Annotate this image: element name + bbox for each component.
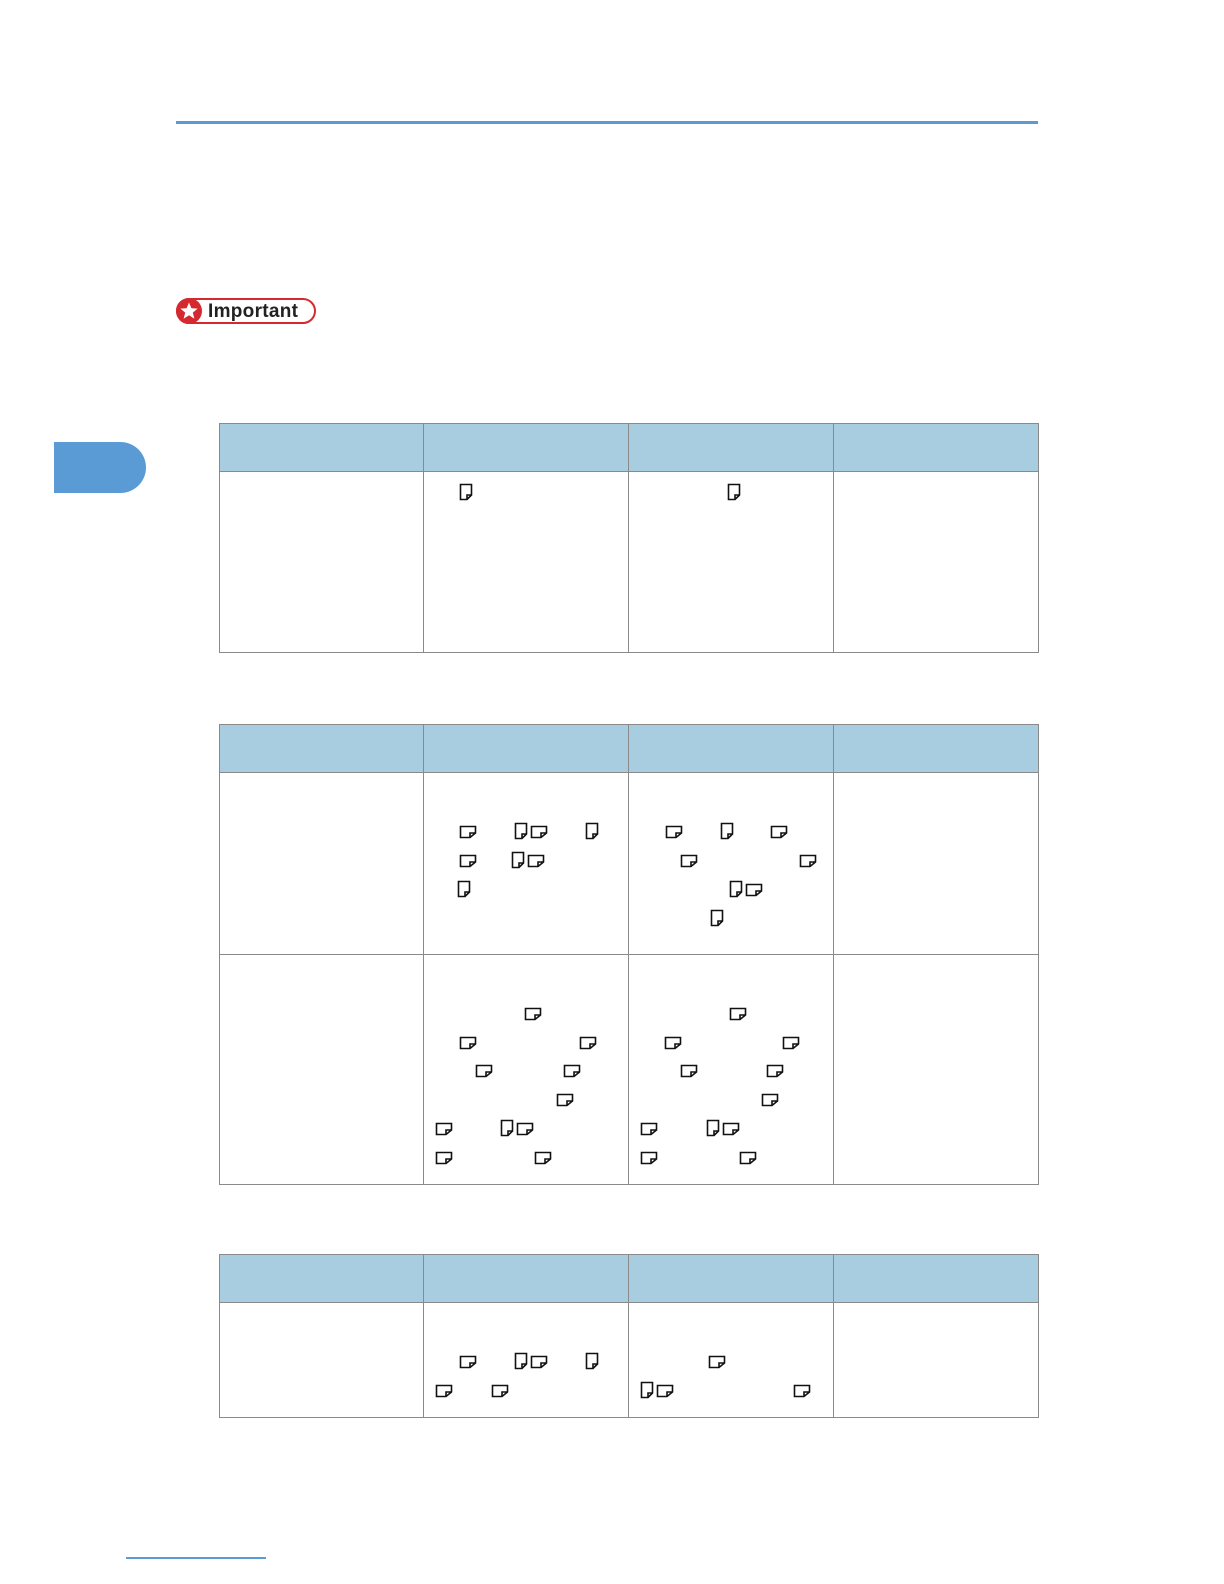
header-cell [424, 424, 629, 472]
table-cell [629, 955, 834, 1185]
landscape-paper-icon [766, 1064, 782, 1080]
portrait-paper-icon [585, 1352, 601, 1368]
landscape-paper-icon [799, 854, 815, 870]
landscape-paper-icon [530, 1355, 546, 1371]
landscape-paper-icon [527, 854, 543, 870]
landscape-paper-icon [459, 1036, 475, 1052]
header-cell [629, 725, 834, 773]
landscape-paper-icon [729, 1007, 745, 1023]
portrait-paper-icon [511, 851, 527, 867]
landscape-paper-icon [793, 1384, 809, 1400]
landscape-paper-icon [459, 1355, 475, 1371]
landscape-paper-icon [782, 1036, 798, 1052]
portrait-paper-icon [457, 880, 473, 896]
landscape-paper-icon [745, 883, 761, 899]
table-cell [220, 1303, 424, 1418]
portrait-paper-icon [459, 483, 475, 499]
portrait-paper-icon [727, 483, 743, 499]
table-header-row [220, 725, 1039, 773]
table-row [220, 773, 1039, 955]
portrait-paper-icon [720, 822, 736, 838]
portrait-paper-icon [706, 1119, 722, 1135]
landscape-paper-icon [516, 1122, 532, 1138]
table-row [220, 1303, 1039, 1418]
landscape-paper-icon [435, 1151, 451, 1167]
landscape-paper-icon [708, 1355, 724, 1371]
table-cell [220, 955, 424, 1185]
header-cell [834, 1255, 1039, 1303]
header-cell [220, 424, 424, 472]
important-label: Important [208, 301, 299, 322]
landscape-paper-icon [579, 1036, 595, 1052]
paper-table-1 [219, 423, 1039, 653]
portrait-paper-icon [585, 822, 601, 838]
header-rule [176, 121, 1038, 124]
landscape-paper-icon [491, 1384, 507, 1400]
table-cell [629, 1303, 834, 1418]
landscape-paper-icon [534, 1151, 550, 1167]
portrait-paper-icon [710, 909, 726, 925]
landscape-paper-icon [640, 1151, 656, 1167]
header-cell [834, 725, 1039, 773]
portrait-paper-icon [640, 1381, 656, 1397]
footer-rule [126, 1557, 266, 1559]
landscape-paper-icon [530, 825, 546, 841]
landscape-paper-icon [556, 1093, 572, 1109]
landscape-paper-icon [761, 1093, 777, 1109]
table-header-row [220, 424, 1039, 472]
landscape-paper-icon [563, 1064, 579, 1080]
chapter-tab [54, 442, 146, 493]
table-row [220, 472, 1039, 653]
landscape-paper-icon [722, 1122, 738, 1138]
portrait-paper-icon [514, 822, 530, 838]
landscape-paper-icon [739, 1151, 755, 1167]
header-cell [629, 1255, 834, 1303]
header-cell [834, 424, 1039, 472]
landscape-paper-icon [680, 1064, 696, 1080]
portrait-paper-icon [729, 880, 745, 896]
landscape-paper-icon [435, 1122, 451, 1138]
header-cell [424, 1255, 629, 1303]
table-cell [629, 773, 834, 955]
table-cell [424, 773, 629, 955]
star-icon [176, 298, 202, 324]
table-header-row [220, 1255, 1039, 1303]
header-cell [220, 725, 424, 773]
landscape-paper-icon [640, 1122, 656, 1138]
landscape-paper-icon [665, 825, 681, 841]
table-cell [834, 955, 1039, 1185]
table-cell [834, 472, 1039, 653]
table-cell [220, 472, 424, 653]
header-cell [424, 725, 629, 773]
portrait-paper-icon [514, 1352, 530, 1368]
important-badge [176, 298, 316, 324]
landscape-paper-icon [770, 825, 786, 841]
table-cell [629, 472, 834, 653]
table-cell [424, 1303, 629, 1418]
portrait-paper-icon [500, 1119, 516, 1135]
landscape-paper-icon [524, 1007, 540, 1023]
landscape-paper-icon [664, 1036, 680, 1052]
table-cell [834, 1303, 1039, 1418]
table-row [220, 955, 1039, 1185]
landscape-paper-icon [656, 1384, 672, 1400]
paper-table-2 [219, 724, 1039, 1185]
table-cell [424, 955, 629, 1185]
landscape-paper-icon [459, 825, 475, 841]
header-cell [629, 424, 834, 472]
header-cell [220, 1255, 424, 1303]
table-cell [220, 773, 424, 955]
table-cell [424, 472, 629, 653]
landscape-paper-icon [475, 1064, 491, 1080]
landscape-paper-icon [459, 854, 475, 870]
landscape-paper-icon [680, 854, 696, 870]
landscape-paper-icon [435, 1384, 451, 1400]
paper-table-3 [219, 1254, 1039, 1418]
table-cell [834, 773, 1039, 955]
